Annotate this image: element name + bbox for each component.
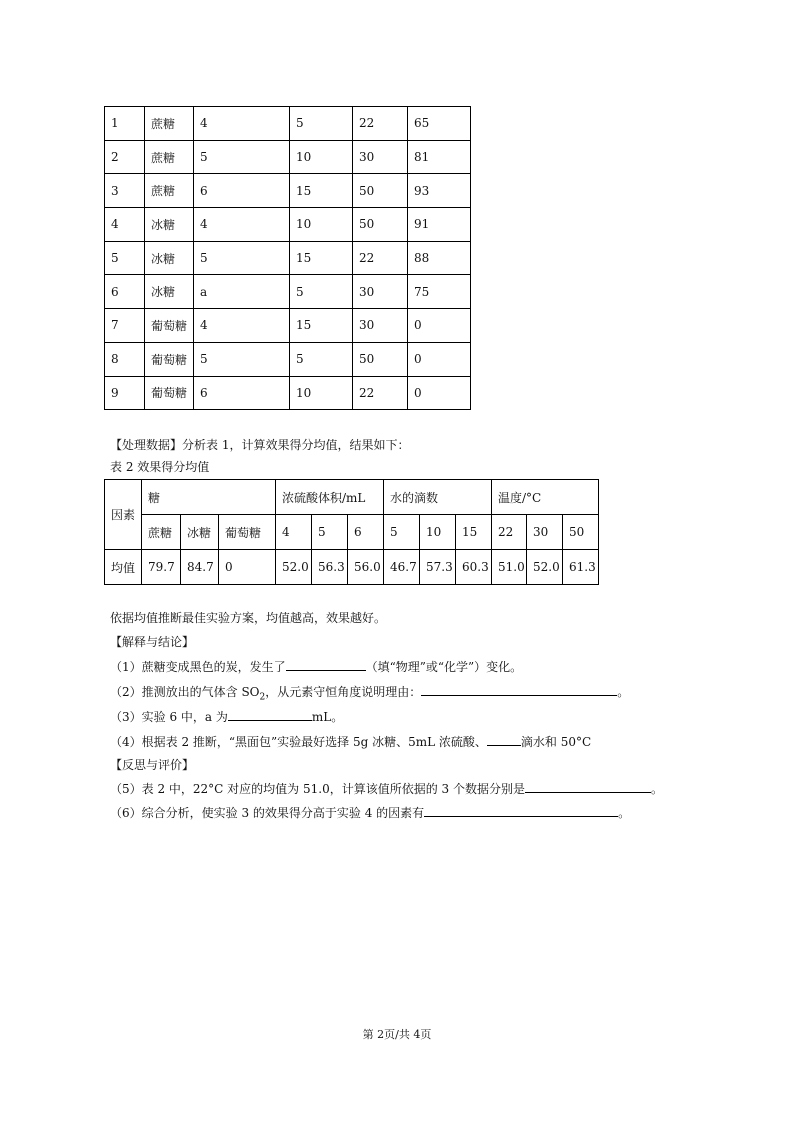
experiment-cell: 6 (105, 275, 145, 309)
experiment-cell: 50 (353, 208, 408, 242)
group-header-sugar: 糖 (142, 480, 276, 515)
mean-cell: 84.7 (181, 550, 219, 585)
mean-cell: 60.3 (456, 550, 492, 585)
question-2 (110, 683, 629, 702)
level-cell: 15 (456, 515, 492, 550)
experiment-cell: 10 (290, 140, 353, 174)
question-1-text-a: （1）蔗糖变成黑色的炭，发生了 (110, 660, 286, 674)
level-cell: 50 (563, 515, 599, 550)
experiment-cell: 88 (408, 241, 471, 275)
process-data-heading: 【处理数据】分析表 1，计算效果得分均值，结果如下： (110, 438, 410, 452)
experiment-cell: 15 (290, 241, 353, 275)
experiment-row (105, 342, 471, 376)
question-4-text-b: 滴水和 50°C (520, 735, 592, 749)
question-3-text-b: mL。 (311, 710, 344, 724)
question-5 (110, 780, 663, 797)
explain-heading: 【解释与结论】 (110, 635, 195, 649)
experiment-cell: 15 (290, 309, 353, 343)
experiment-table (104, 106, 471, 410)
levels-row (105, 515, 599, 550)
experiment-cell: 0 (408, 376, 471, 410)
experiment-cell: 93 (408, 174, 471, 208)
experiment-cell: 91 (408, 208, 471, 242)
reflect-heading: 【反思与评价】 (110, 758, 195, 772)
experiment-row (105, 241, 471, 275)
experiment-cell: 葡萄糖 (145, 376, 194, 410)
experiment-cell: 5 (194, 241, 290, 275)
experiment-cell: 15 (290, 174, 353, 208)
question-2-text-a: （2）推测放出的气体含 SO (110, 685, 260, 699)
question-2-text-b: ，从元素守恒角度说明理由： (265, 685, 422, 699)
question-2-subscript: 2 (259, 692, 266, 703)
level-cell: 蔗糖 (142, 515, 181, 550)
experiment-cell: 冰糖 (145, 275, 194, 309)
experiment-cell: 22 (353, 107, 408, 141)
mean-header: 均值 (105, 550, 142, 585)
experiment-cell: 蔗糖 (145, 174, 194, 208)
experiment-row (105, 174, 471, 208)
level-cell: 10 (420, 515, 456, 550)
mean-score-table (104, 479, 599, 585)
experiment-row (105, 107, 471, 141)
experiment-cell: 10 (290, 376, 353, 410)
experiment-cell: 葡萄糖 (145, 342, 194, 376)
experiment-cell: 22 (353, 241, 408, 275)
factor-header: 因素 (105, 480, 142, 550)
experiment-row (105, 208, 471, 242)
answer-blank-1[interactable] (286, 658, 366, 671)
experiment-table-body (105, 107, 471, 410)
mean-cell: 52.0 (527, 550, 563, 585)
experiment-row (105, 275, 471, 309)
experiment-cell: 50 (353, 174, 408, 208)
experiment-cell: 4 (194, 208, 290, 242)
experiment-cell: 30 (353, 275, 408, 309)
experiment-row (105, 376, 471, 410)
experiment-cell: 0 (408, 309, 471, 343)
mean-cell: 46.7 (384, 550, 420, 585)
level-cell: 4 (276, 515, 312, 550)
level-cell: 5 (384, 515, 420, 550)
experiment-cell: 葡萄糖 (145, 309, 194, 343)
experiment-cell: 10 (290, 208, 353, 242)
experiment-cell: a (194, 275, 290, 309)
experiment-cell: 30 (353, 140, 408, 174)
experiment-cell: 50 (353, 342, 408, 376)
question-1-text-b: （填“物理”或“化学”）变化。 (365, 660, 523, 674)
level-cell: 5 (312, 515, 348, 550)
table2-caption: 表 2 效果得分均值 (110, 460, 210, 474)
experiment-cell: 22 (353, 376, 408, 410)
experiment-cell: 0 (408, 342, 471, 376)
experiment-cell: 5 (290, 107, 353, 141)
question-2-text-c: 。 (617, 685, 630, 699)
experiment-cell: 5 (290, 275, 353, 309)
answer-blank-6[interactable] (424, 804, 618, 817)
question-6-text-b: 。 (618, 806, 631, 820)
question-5-text-a: （5）表 2 中，22°C 对应的均值为 51.0，计算该值所依据的 3 个数据分别是 (110, 782, 525, 796)
experiment-cell: 75 (408, 275, 471, 309)
question-4 (110, 733, 591, 750)
answer-blank-3[interactable] (228, 708, 312, 721)
answer-blank-2[interactable] (421, 683, 617, 696)
experiment-cell: 5 (194, 342, 290, 376)
level-cell: 6 (348, 515, 384, 550)
group-header-temperature: 温度/°C (492, 480, 599, 515)
experiment-cell: 冰糖 (145, 241, 194, 275)
mean-cell: 61.3 (563, 550, 599, 585)
level-cell: 22 (492, 515, 527, 550)
experiment-cell: 7 (105, 309, 145, 343)
mean-cell: 56.0 (348, 550, 384, 585)
experiment-cell: 蔗糖 (145, 140, 194, 174)
level-cell: 冰糖 (181, 515, 219, 550)
level-cell: 葡萄糖 (219, 515, 276, 550)
experiment-cell: 6 (194, 376, 290, 410)
experiment-cell: 5 (194, 140, 290, 174)
experiment-cell: 81 (408, 140, 471, 174)
experiment-cell: 3 (105, 174, 145, 208)
experiment-cell: 冰糖 (145, 208, 194, 242)
answer-blank-5[interactable] (525, 780, 651, 793)
experiment-cell: 4 (194, 309, 290, 343)
experiment-row (105, 140, 471, 174)
experiment-cell: 1 (105, 107, 145, 141)
experiment-cell: 30 (353, 309, 408, 343)
experiment-cell: 4 (105, 208, 145, 242)
mean-cell: 57.3 (420, 550, 456, 585)
experiment-cell: 9 (105, 376, 145, 410)
question-3-text-a: （3）实验 6 中，a 为 (110, 710, 228, 724)
mean-cell: 52.0 (276, 550, 312, 585)
question-1 (110, 658, 522, 675)
experiment-cell: 8 (105, 342, 145, 376)
means-row (105, 550, 599, 585)
mean-cell: 56.3 (312, 550, 348, 585)
experiment-cell: 5 (290, 342, 353, 376)
experiment-cell: 蔗糖 (145, 107, 194, 141)
mean-cell: 51.0 (492, 550, 527, 585)
experiment-cell: 5 (105, 241, 145, 275)
experiment-cell: 6 (194, 174, 290, 208)
answer-blank-4[interactable] (487, 733, 521, 746)
mean-cell: 0 (219, 550, 276, 585)
experiment-row (105, 309, 471, 343)
experiment-cell: 4 (194, 107, 290, 141)
mean-cell: 79.7 (142, 550, 181, 585)
question-4-text-a: （4）根据表 2 推断，“黑面包”实验最好选择 5g 冰糖、5mL 浓硫酸、 (110, 735, 487, 749)
group-header-acid: 浓硫酸体积/mL (276, 480, 384, 515)
experiment-cell: 65 (408, 107, 471, 141)
level-cell: 30 (527, 515, 563, 550)
question-3 (110, 708, 343, 725)
group-header-water: 水的滴数 (384, 480, 492, 515)
inference-text: 依据均值推断最佳实验方案，均值越高，效果越好。 (110, 611, 387, 625)
question-5-text-b: 。 (650, 782, 663, 796)
question-6-text-a: （6）综合分析，使实验 3 的效果得分高于实验 4 的因素有 (110, 806, 425, 820)
question-6 (110, 804, 630, 821)
page-footer: 第 2页/共 4页 (362, 1028, 432, 1041)
experiment-cell: 2 (105, 140, 145, 174)
